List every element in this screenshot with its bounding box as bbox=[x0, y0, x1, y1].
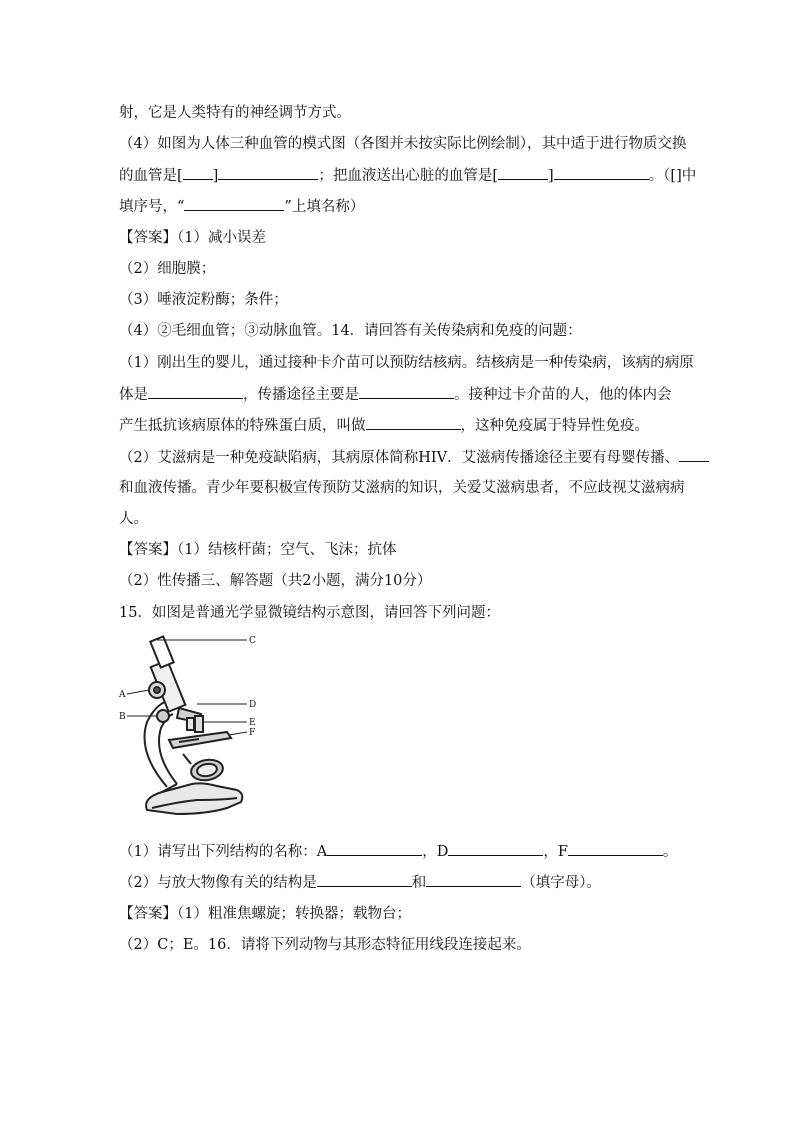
question-14-1-line-1: （1）刚出生的婴儿，通过接种卡介苗可以预防结核病。结核病是一种传染病，该病的病原 bbox=[119, 355, 694, 371]
text: （1）粗准焦螺旋；转换器；载物台； bbox=[177, 906, 411, 922]
text-line: 射，它是人类特有的神经调节方式。 bbox=[119, 105, 351, 121]
question-4-line-2 bbox=[119, 165, 696, 186]
label-b: B bbox=[119, 712, 126, 722]
answer-13-line-2: （2）细胞膜； bbox=[119, 261, 216, 277]
answer-blank[interactable] bbox=[148, 384, 243, 399]
text: 的血管是[ bbox=[119, 168, 183, 184]
answer-14-line-1 bbox=[119, 540, 396, 560]
text: ，D bbox=[422, 844, 449, 860]
label-d: D bbox=[249, 700, 257, 710]
answer-blank[interactable] bbox=[366, 415, 461, 430]
answer-tag: 【答案】 bbox=[119, 906, 177, 922]
answer-14-line-2: （2）性传播三、解答题（共2小题，满分10分） bbox=[119, 573, 432, 589]
text: （填字母）。 bbox=[521, 875, 601, 891]
question-15-2 bbox=[119, 872, 601, 893]
answer-blank[interactable] bbox=[448, 841, 543, 856]
question-4-line-3 bbox=[119, 196, 364, 217]
answer-blank[interactable] bbox=[183, 165, 213, 180]
text: ；把血液送出心脏的血管是[ bbox=[318, 168, 498, 184]
text: （1）减小误差 bbox=[177, 230, 266, 246]
text: ，传播途径主要是 bbox=[243, 387, 359, 403]
answer-13-line-4: （4）②毛细血管；③动脉血管。14．请回答有关传染病和免疫的问题： bbox=[119, 323, 582, 339]
question-15-title: 15．如图是普通光学显微镜结构示意图，请回答下列问题： bbox=[119, 605, 500, 621]
answer-blank[interactable] bbox=[679, 447, 709, 462]
text: ”上填名称） bbox=[284, 199, 365, 215]
label-f: F bbox=[249, 728, 256, 738]
label-a: A bbox=[119, 690, 126, 700]
text: 。 bbox=[662, 844, 678, 860]
answer-15-line-2: （2）C；E。16．请将下列动物与其形态特征用线段连接起来。 bbox=[119, 937, 531, 953]
text: 和 bbox=[411, 875, 427, 891]
answer-blank[interactable] bbox=[327, 841, 422, 856]
answer-blank[interactable] bbox=[317, 872, 412, 887]
text: ，这种免疫属于特异性免疫。 bbox=[460, 418, 649, 434]
microscope-figure bbox=[117, 632, 267, 822]
answer-blank[interactable] bbox=[218, 165, 318, 180]
question-14-1-line-2 bbox=[119, 384, 672, 405]
label-e: E bbox=[249, 718, 256, 728]
question-14-2-line-3: 人。 bbox=[119, 511, 148, 527]
question-14-2-line-1 bbox=[119, 447, 709, 468]
text: 产生抵抗该病原体的特殊蛋白质，叫做 bbox=[119, 418, 366, 434]
answer-13-line-3: （3）唾液淀粉酶；条件； bbox=[119, 292, 288, 308]
label-c: C bbox=[249, 636, 256, 646]
answer-blank[interactable] bbox=[554, 165, 649, 180]
text: 填序号，“ bbox=[119, 199, 185, 215]
text: （1）请写出下列结构的名称：A bbox=[119, 844, 328, 860]
text: 。（[]中 bbox=[648, 168, 697, 184]
answer-blank[interactable] bbox=[359, 384, 454, 399]
answer-blank[interactable] bbox=[498, 165, 548, 180]
text: （2）与放大物像有关的结构是 bbox=[119, 875, 317, 891]
text: ，F bbox=[543, 844, 568, 860]
question-14-1-line-3 bbox=[119, 415, 649, 436]
answer-blank[interactable] bbox=[426, 872, 521, 887]
question-4-stem: （4）如图为人体三种血管的模式图（各图并未按实际比例绘制），其中适于进行物质交换 bbox=[119, 136, 687, 152]
text: 。接种过卡介苗的人，他的体内会 bbox=[454, 387, 672, 403]
question-15-1 bbox=[119, 841, 677, 862]
text: 体是 bbox=[119, 387, 148, 403]
text: ] bbox=[548, 168, 554, 184]
text: （1）结核杆菌；空气、飞沫；抗体 bbox=[177, 542, 397, 558]
answer-tag: 【答案】 bbox=[119, 230, 177, 246]
answer-blank[interactable] bbox=[568, 841, 663, 856]
answer-blank[interactable] bbox=[184, 196, 284, 211]
answer-13-line-1 bbox=[119, 228, 266, 248]
answer-15-line-1 bbox=[119, 904, 411, 924]
question-14-2-line-2: 和血液传播。青少年要积极宣传预防艾滋病的知识，关爱艾滋病患者，不应歧视艾滋病病 bbox=[119, 480, 685, 496]
text: ] bbox=[212, 168, 219, 184]
text: （2）艾滋病是一种免疫缺陷病，其病原体简称HIV．艾滋病传播途径主要有母婴传播、 bbox=[119, 450, 680, 466]
answer-tag: 【答案】 bbox=[119, 542, 177, 558]
